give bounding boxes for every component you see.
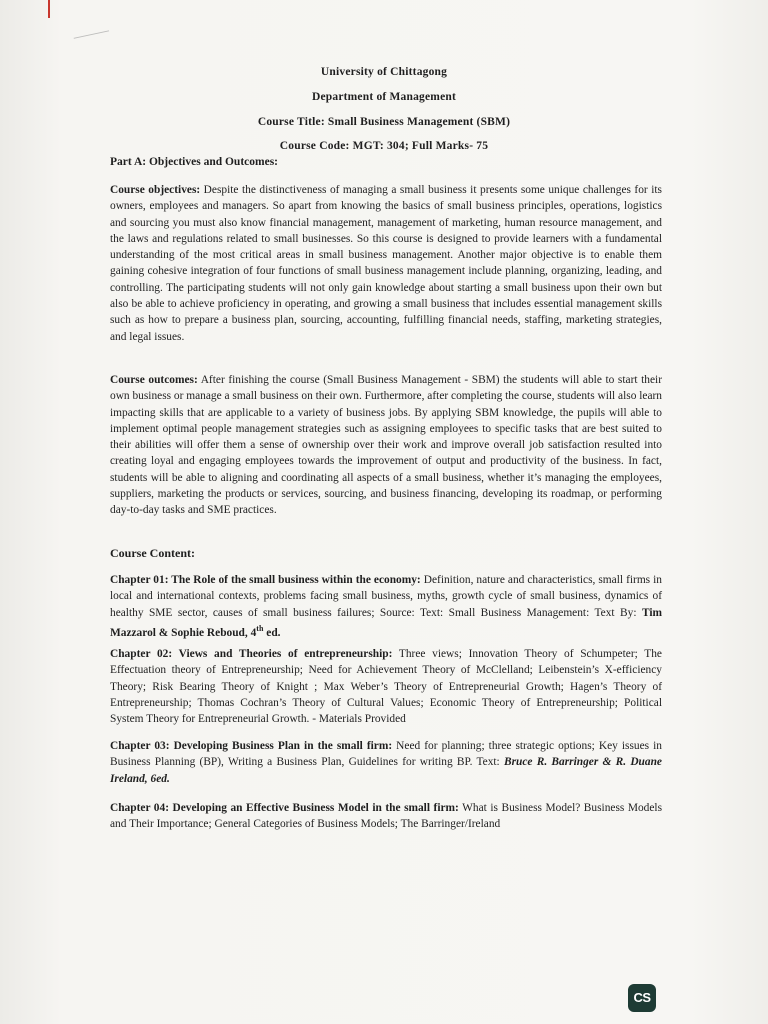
course-title: Course Title: Small Business Management (SBM) xyxy=(257,116,511,128)
chapter-01-authors: Tim Mazzarol & Sophie Reboud, 4 xyxy=(110,606,662,639)
chapter-03 xyxy=(110,738,662,787)
objectives-paragraph xyxy=(110,182,662,345)
chapter-01-edition-sup: th xyxy=(256,623,264,633)
objectives-label: Course objectives: xyxy=(110,184,201,196)
course-content-title: Course Content: xyxy=(110,546,195,560)
chapter-02-text: Three views; Innovation Theory of Schumpeter; The Effectuation theory of Entrepreneurship; Need for Achievement Theory of McClelland; Leibenstein’s X-efficiency Theory; Risk Bearing Theory of Knight ; Max Weber’s Theory of Entrepreneurial Growth; Hagen’s Theory of Entrepreneurship; Thomas Cochran’s Theory of Cultural Values; Economic Theory of Entrepreneurship; Political System Theory for Entrepreneurial Growth. - Materials Provided xyxy=(110,648,662,726)
chapter-01-text: Definition, nature and characteristics, small firms in local and international contexts, problems facing small business, myths, growth cycle of small business, dynamics of healthy SME sector, causes of small business failures; Source: Text: Small Business Management: Text By: xyxy=(110,574,662,619)
outcomes-paragraph xyxy=(110,372,662,519)
chapter-04-text: What is Business Model? Business Models and Their Importance; General Categories of Business Models; The Barringer/Ireland xyxy=(110,802,663,831)
chapter-03-title: Chapter 03: Developing Business Plan in the small firm: xyxy=(110,740,393,752)
course-code: Course Code: MGT: 304; Full Marks- 75 xyxy=(279,140,489,152)
camscanner-logo-icon: CS xyxy=(628,984,656,1012)
university-name: University of Chittagong xyxy=(320,66,448,78)
chapter-04-title: Chapter 04: Developing an Effective Business Model in the small firm: xyxy=(110,802,459,814)
chapter-01-title: Chapter 01: The Role of the small business within the economy: xyxy=(110,574,421,586)
chapter-02 xyxy=(110,646,662,727)
red-edge-mark xyxy=(48,0,50,18)
chapter-04 xyxy=(110,800,662,833)
objectives-text: Despite the distinctiveness of managing a small business it presents some unique challenges for its owners, employees and managers. So apart from knowing the basics of small business principles, operations, logistics and sourcing you must also know financial management, management of marketing, human resource management, and the laws and regulations related to small businesses. So this course is designed to provide learners with a fundamental understanding of the most critical areas in small business management. Another major objective is to enable them gaining cohesive integration of four functions of small business management include planning, organizing, leading, and controlling. The participating students will not only gain knowledge about starting a small business upon their own but also be able to achieve proficiency in operating, and growing a small business that includes essential management skills such as how to prepare a business plan, sourcing, accounting, fulfilling financial needs, staffing, marketing strategies, and legal issues. xyxy=(110,184,662,343)
outcomes-text: After finishing the course (Small Business Management - SBM) the students will able to start their own business or manage a small business on their own. Furthermore, after completing the course, students will also learn impacting skills that are applicable to a variety of business jobs. By applying SBM knowledge, the pupils will able to implement optimal people management strategies such as assigning employees to specific tasks that are best suited to their abilities will offer them a sense of ownership over their work and improve overall job satisfaction resulted into creating loyal and engaging employees towards the improvement of output and productivity of the business. In fact, students will be able to aligning and coordinating all aspects of a small business, whether it’s managing the employees, suppliers, marketing the products or services, sourcing, and business financing, developing its roadmap, or performing day-to-day tasks and SME practices. xyxy=(110,374,663,517)
pen-smudge xyxy=(74,30,111,44)
part-a-title: Part A: Objectives and Outcomes: xyxy=(110,156,278,168)
chapter-03-text: Need for planning; three strategic options; Key issues in Business Planning (BP), Writing a Business Plan, Guidelines for writing BP. Text: xyxy=(110,740,662,769)
chapter-03-authors: Bruce R. Barringer & R. Duane Ireland, 6ed. xyxy=(110,756,662,785)
chapter-01 xyxy=(110,572,662,641)
department-name: Department of Management xyxy=(311,91,457,103)
chapter-02-title: Chapter 02: Views and Theories of entrepreneurship: xyxy=(110,648,393,660)
chapter-01-edition-tail: ed. xyxy=(263,626,281,639)
outcomes-label: Course outcomes: xyxy=(110,374,198,386)
